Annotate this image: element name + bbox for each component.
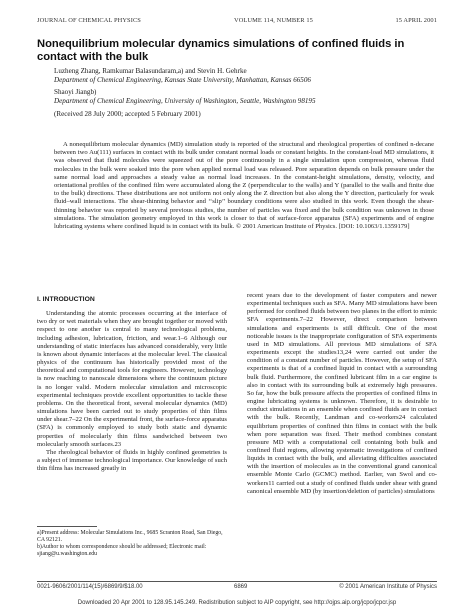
author-block (54, 67, 444, 119)
author-line-2: Shaoyi Jiangb) (54, 88, 97, 97)
affiliation-1: Department of Chemical Engineering, Kansas State University, Manhattan, Kansas 66506 (54, 75, 311, 84)
abstract (54, 141, 434, 231)
paragraph: The rheological behavior of fluids in highly confined geometries is a subject of immense technological importance. Our knowledge of such thin films has increased greatly in (37, 448, 227, 473)
paragraph: Understanding the atomic processes occurring at the interface of two dry or wet materials when they are brought together or moved with respect to one another is central to many technological problems, including adhesion, lubrication, friction, and wear.1–6 Although our understanding of static interfaces has advanced considerably, very little is known about dynamic interfaces at the molecular level. The classical physics of the continuum has historically provided most of the theoretical and computational tools for engineers. However, technology is now reaching to nanoscale dimensions where the continuum picture is no longer valid. Modern molecular simulation and microscopic experimental techniques provide excellent opportunities to tackle these problems. On the theoretical front, several molecular dynamics (MD) simulations have been carried out to study properties of thin films under shear.7–22 On the experimental front, the surface-force apparatus (SFA) is commonly employed to study both static and dynamic properties of molecularly thin films sandwiched between two molecularly smooth surfaces.23 (37, 310, 227, 448)
footnote-b: b)Author to whom correspondence should be addressed; Electronic mail: sjiang@u.washington.edu (37, 544, 207, 558)
author-line-1: Luzheng Zhang, Ramkumar Balasundaram,a) and Stevin H. Gehrke (54, 67, 247, 75)
volume-number: VOLUME 114, NUMBER 15 (234, 17, 313, 24)
received-dates: (Received 28 July 2000; accepted 5 February 2001) (54, 109, 201, 118)
footnote-divider (37, 526, 97, 527)
bottom-divider (37, 581, 437, 582)
left-column (37, 296, 227, 473)
abstract-text: A nonequilibrium molecular dynamics (MD) simulation study is reported of the structural and rheological properties of confined n-decane between two Au(111) surfaces in contact with its bulk under constant normal loads or constant heights. In the constant-load MD simulations, it was observed that fluid molecules were squeezed out of the pore continuously in a single simulation upon compression, whereas fluid molecules in the bulk were soaked into the pore when applied normal load was released. Pore separation depends on bulk pressure under the same normal load and approaches a steady value as normal load increases. In the constant-height simulations, density, velocity, and orientational profiles of the confined film were accumulated along the Z (perpendicular to the walls) and Y (parallel to the walls and finite due to the bulk) directions. These distributions are not uniform not only along the Z direction but also along the Y direction, particularly for weak fluid–wall interactions. The shear-thinning behavior and ‘‘slip’’ boundary conditions were also studied in this work. Even though the shear-thinning behavior was reported by several previous studies, the number of particles was fixed and the bulk condition was unknown in those simulations. The simulation geometry employed in this work is closer to that of surface-force apparatus (SFA) experiments and of engine lubricating systems where confined liquid is in contact with its bulk. © 2001 American Institute of Physics. [DOI: 10.1063/1.1359179] (54, 141, 434, 231)
copyright-notice: © 2001 American Institute of Physics (339, 584, 437, 590)
download-notice: Downloaded 20 Apr 2001 to 128.95.145.249. Redistribution subject to AIP copyright, see http://ojps.aip.org/jcpo/jcpcr.jsp (77, 600, 397, 606)
section-heading: I. INTRODUCTION (37, 296, 95, 303)
paragraph: recent years due to the development of faster computers and newer experimental techniques such as SFA. Many MD simulations have been performed for confined fluids between two planes in the effort to mimic SFA experiments.7–22 However, direct comparison between simulations and experiments is still difficult. One of the most noticeable issues is the inappropriate configuration of SFA experiments used in MD simulations. All previous MD simulations of SFA experiments except the studies13,24 were carried out under the condition of a constant number of particles. However, the setup of SFA experiments is that of a confined liquid in contact with a surrounding bulk fluid. Furthermore, the confined lubricant film in a car engine is also in contact with its surrounding bulk at extremely high pressures. So far, how the bulk pressure affects the properties of confined films in engine lubricating systems is unknown. Therefore, it is desirable to conduct simulations in an ensemble when confined fluids are in contact with the bulk. Recently, Landman and co-workers24 calculated equilibrium properties of confined thin films in contact with the bulk when pore separation was fixed. Their method combines constant pressure MD with a computational cell containing both bulk and confined fluid regions, allowing systematic investigations of confined liquids in contact with the bulk, and alleviating difficulties associated with the insertion of molecules as in the conventional grand canonical ensemble Monte Carlo (GCMC) method. Earlier, van Swol and co-workers11 carried out a study of confined fluids under shear with grand canonical ensemble MD (by insertion/deletion of particles) simulations (247, 292, 437, 495)
running-head (37, 17, 437, 27)
bottom-meta (37, 584, 437, 594)
footnotes (37, 530, 227, 558)
article-code: 0021-9606/2001/114(15)/6869/9/$18.00 (37, 584, 143, 590)
journal-name: JOURNAL OF CHEMICAL PHYSICS (37, 17, 141, 24)
page-number: 6869 (234, 584, 248, 590)
right-column (247, 292, 437, 496)
issue-date: 15 APRIL 2001 (395, 17, 437, 24)
footnote-a: a)Present address: Molecular Simulations Inc., 9685 Scranton Road, San Diego, CA 92121. (37, 530, 223, 544)
affiliation-2: Department of Chemical Engineering, University of Washington, Seattle, Washington 98195 (54, 97, 316, 106)
article-title: Nonequilibrium molecular dynamics simulations of confined fluids in contact with the bulk (37, 38, 405, 63)
